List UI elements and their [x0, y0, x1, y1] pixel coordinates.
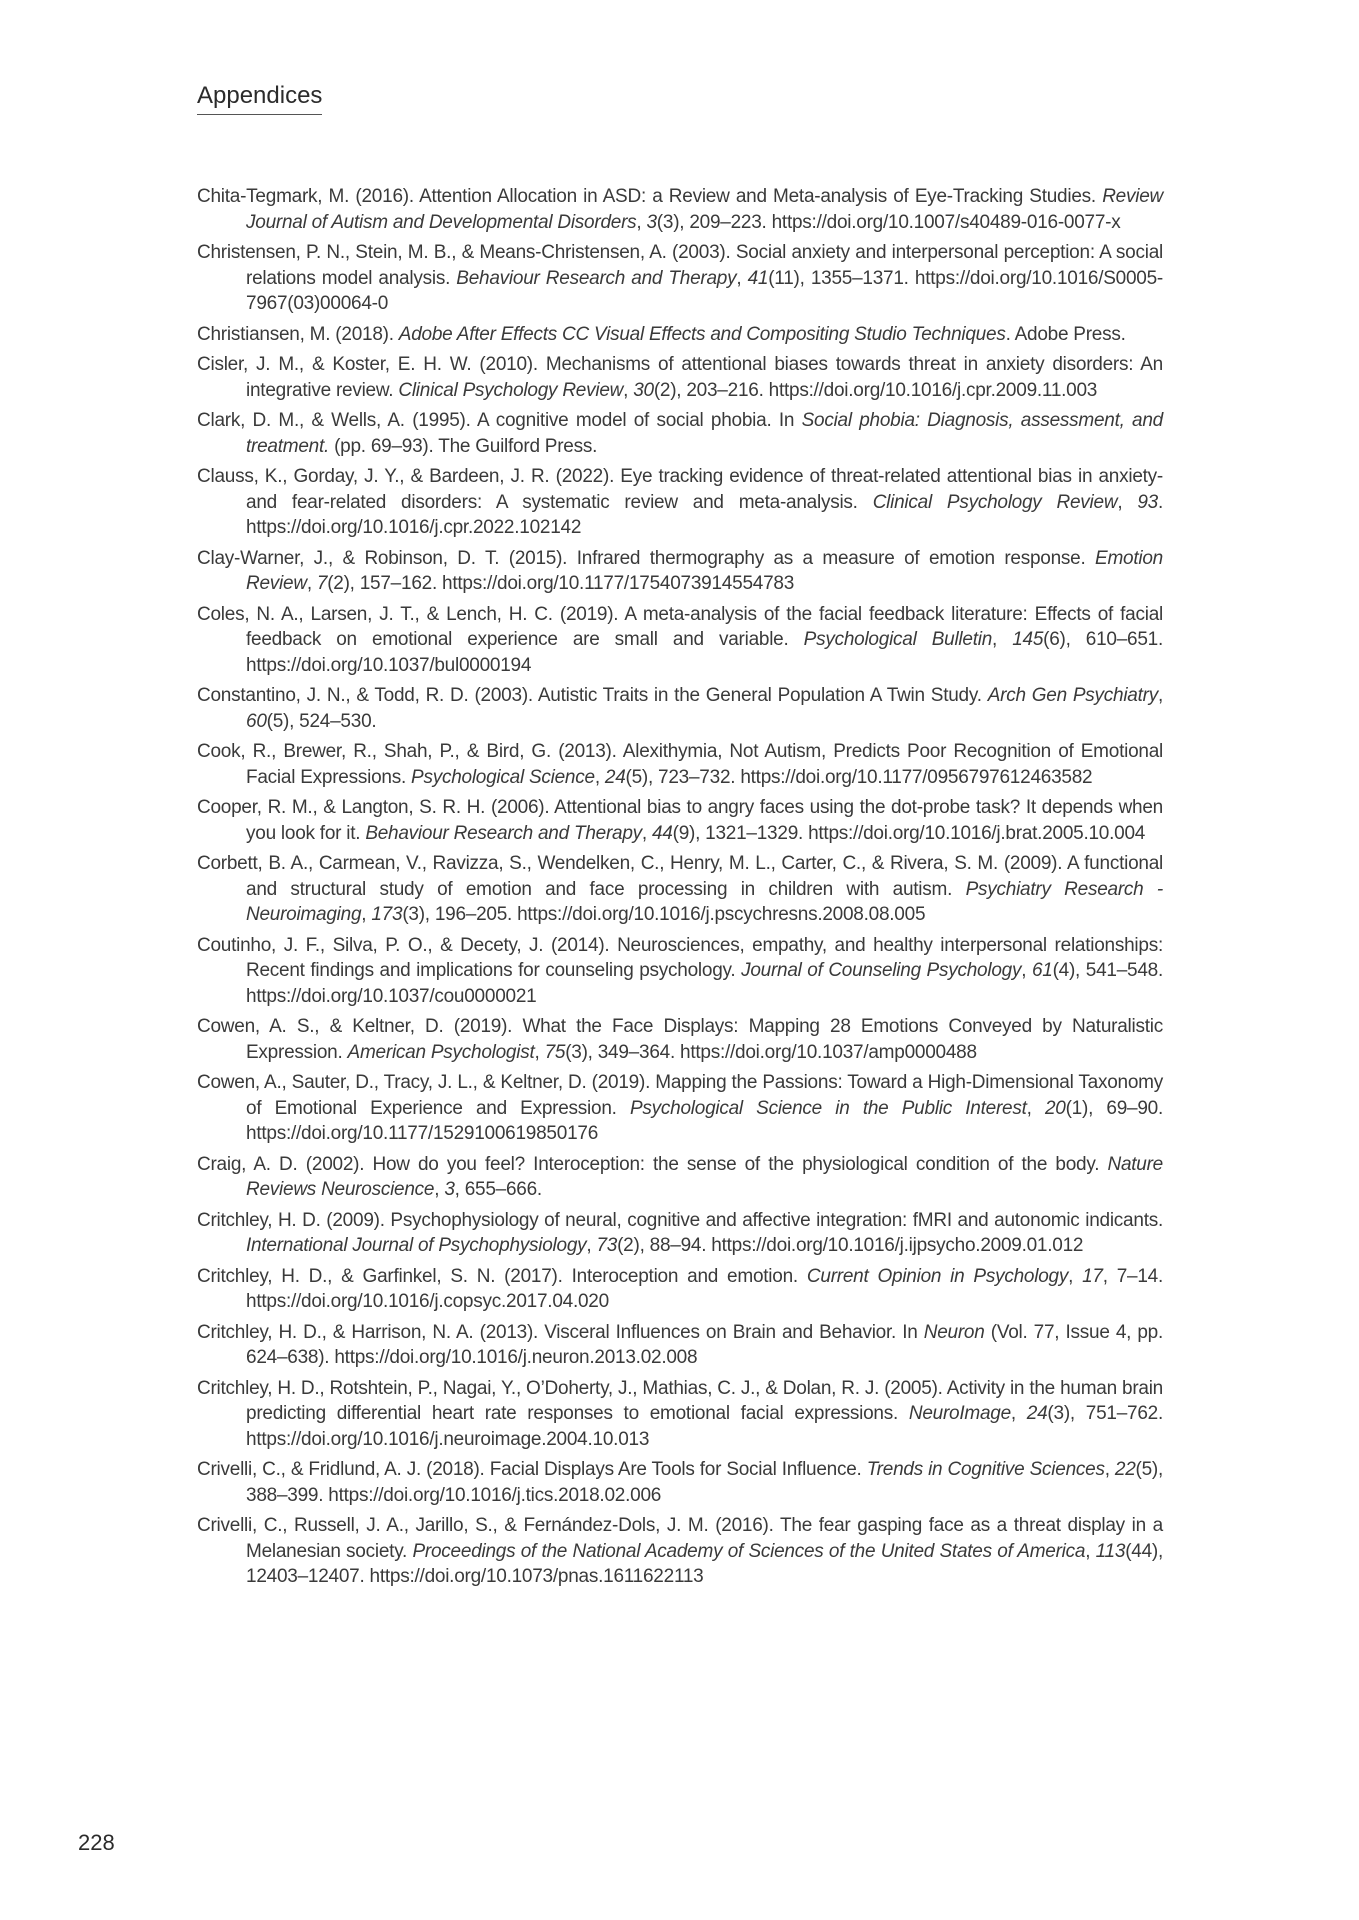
reference-text: ,	[736, 267, 748, 289]
reference-text: Critchley, H. D., & Garfinkel, S. N. (2017). Interoception and emotion.	[197, 1265, 807, 1287]
reference-italic-text: 20	[1044, 1097, 1066, 1119]
reference-entry	[197, 352, 1163, 403]
reference-italic-text: 3	[646, 211, 657, 233]
reference-text: ,	[636, 211, 647, 233]
reference-text: Constantino, J. N., & Todd, R. D. (2003). Autistic Traits in the General Population A Twin Study.	[197, 685, 988, 706]
reference-text: ,	[992, 629, 1013, 650]
reference-entry	[197, 1264, 1163, 1315]
reference-italic-text: 93	[1137, 491, 1158, 513]
page-number: 228	[78, 1830, 115, 1855]
reference-italic-text: Emotion Review	[246, 547, 1163, 594]
reference-italic-text: Psychological Bulletin	[803, 629, 993, 650]
reference-text: (pp. 69–93). The Guilford Press.	[329, 435, 598, 457]
reference-text: (2), 203–216. https://doi.org/10.1016/j.cpr.2009.11.003	[653, 379, 1098, 401]
reference-text: (3), 209–223. https://doi.org/10.1007/s40489-016-0077-x	[656, 211, 1121, 233]
reference-entry	[197, 933, 1163, 1010]
reference-italic-text: 3	[444, 1179, 455, 1200]
reference-italic-text: American Psychologist	[347, 1041, 535, 1063]
reference-italic-text: Clinical Psychology Review	[872, 491, 1118, 513]
reference-italic-text: Adobe After Effects CC Visual Effects and Compositing Studio Techniques	[398, 323, 1006, 345]
reference-text: ,	[1104, 1459, 1115, 1480]
reference-entry	[197, 546, 1163, 597]
reference-text: ,	[534, 1041, 545, 1063]
reference-text: (11), 1355–1371. https://doi.org/10.1016/S0005-7967(03)00064-0	[246, 267, 1164, 314]
reference-italic-text: 173	[371, 904, 403, 925]
reference-entry	[197, 851, 1163, 928]
reference-text: ,	[361, 904, 372, 925]
reference-text: Corbett, B. A., Carmean, V., Ravizza, S., Wendelken, C., Henry, M. L., Carter, C., & Rivera, S. M. (2009). A functional and structural study of emotion and face processing in children with autism.	[197, 853, 1163, 900]
reference-text: Critchley, H. D., Rotshtein, P., Nagai, Y., O’Doherty, J., Mathias, C. J., & Dolan, R. J. (2005). Activity in the human brain predicting differential heart rate responses to emotional facial expressions.	[197, 1377, 1163, 1424]
reference-italic-text: Nature Reviews Neuroscience	[246, 1153, 1163, 1200]
reference-italic-text: 30	[633, 379, 654, 401]
reference-entry	[197, 1152, 1163, 1203]
reference-text: , 7–14. https://doi.org/10.1016/j.copsyc.2017.04.020	[246, 1265, 1164, 1312]
reference-text: ,	[1010, 1403, 1027, 1424]
reference-text: ,	[1026, 1097, 1045, 1119]
reference-text: (6), 610–651. https://doi.org/10.1037/bul0000194	[246, 629, 1164, 676]
reference-entry	[197, 240, 1163, 317]
reference-italic-text: 24	[604, 766, 626, 788]
reference-text: Critchley, H. D. (2009). Psychophysiology of neural, cognitive and affective integration: fMRI and autonomic indicants.	[197, 1209, 1163, 1231]
reference-italic-text: 22	[1114, 1459, 1136, 1480]
reference-italic-text: Neuron	[923, 1321, 985, 1343]
reference-text: (5), 723–732. https://doi.org/10.1177/0956797612463582	[625, 766, 1093, 788]
reference-entry	[197, 184, 1163, 235]
reference-entry	[197, 1208, 1163, 1259]
reference-list	[197, 184, 1163, 1595]
reference-text: Clauss, K., Gorday, J. Y., & Bardeen, J. R. (2022). Eye tracking evidence of threat-related attentional bias in anxiety- and fear-related disorders: A systematic review and meta-analysis.	[197, 466, 1163, 513]
reference-text: (9), 1321–1329. https://doi.org/10.1016/j.brat.2005.10.004	[672, 822, 1146, 844]
reference-text: (3), 196–205. https://doi.org/10.1016/j.pscychresns.2008.08.005	[402, 904, 926, 925]
reference-italic-text: Psychological Science	[411, 766, 595, 788]
reference-italic-text: Social phobia: Diagnosis, assessment, and treatment.	[246, 410, 1163, 457]
reference-text: Cooper, R. M., & Langton, S. R. H. (2006). Attentional bias to angry faces using the dot-probe task? It depends when you look for it.	[197, 797, 1163, 844]
reference-italic-text: 61	[1031, 960, 1053, 981]
reference-italic-text: 113	[1095, 1540, 1126, 1562]
reference-text: (Vol. 77, Issue 4, pp. 624–638). https://doi.org/10.1016/j.neuron.2013.02.008	[246, 1321, 1164, 1368]
reference-italic-text: 24	[1026, 1403, 1048, 1424]
reference-text: (4), 541–548. https://doi.org/10.1037/cou0000021	[246, 960, 1163, 1007]
reference-text: (3), 349–364. https://doi.org/10.1037/amp0000488	[565, 1041, 977, 1063]
reference-text: Christiansen, M. (2018).	[197, 323, 399, 345]
reference-text: Cowen, A., Sauter, D., Tracy, J. L., & Keltner, D. (2019). Mapping the Passions: Toward a High-Dimensional Taxonomy of Emotional Experience and Expression.	[197, 1072, 1163, 1119]
reference-text: (5), 524–530.	[266, 710, 377, 732]
reference-text: . Adobe Press.	[1005, 323, 1126, 345]
reference-italic-text: 145	[1012, 629, 1044, 650]
reference-text: Critchley, H. D., & Harrison, N. A. (2013). Visceral Influences on Brain and Behavior. In	[197, 1321, 924, 1343]
reference-text: ,	[586, 1235, 597, 1256]
reference-text: ,	[434, 1179, 445, 1200]
reference-text: ,	[1085, 1540, 1096, 1562]
reference-italic-text: Trends in Cognitive Sciences	[866, 1459, 1105, 1480]
reference-italic-text: Review Journal of Autism and Developmental Disorders	[246, 186, 1163, 233]
reference-entry	[197, 739, 1163, 790]
reference-text: Coles, N. A., Larsen, J. T., & Lench, H. C. (2019). A meta-analysis of the facial feedback literature: Effects of facial feedback on emotional experience are small and variable.	[197, 603, 1163, 650]
reference-text: . https://doi.org/10.1016/j.cpr.2022.102142	[246, 491, 1163, 538]
reference-entry	[197, 1070, 1163, 1147]
reference-text: (1), 69–90. https://doi.org/10.1177/1529100619850176	[246, 1097, 1163, 1144]
reference-italic-text: Current Opinion in Psychology	[806, 1265, 1069, 1287]
reference-entry	[197, 1513, 1163, 1590]
reference-entry	[197, 602, 1163, 679]
reference-text: ,	[306, 573, 317, 594]
reference-text: Coutinho, J. F., Silva, P. O., & Decety, J. (2014). Neurosciences, empathy, and healthy interpersonal relationships: Recent findings and implications for counseling psychology.	[197, 934, 1163, 981]
reference-entry	[197, 683, 1163, 734]
reference-italic-text: 75	[544, 1041, 566, 1063]
reference-entry	[197, 464, 1163, 541]
reference-italic-text: 41	[747, 267, 769, 289]
reference-text: Clark, D. M., & Wells, A. (1995). A cognitive model of social phobia. In	[197, 410, 802, 431]
reference-text: (3), 751–762. https://doi.org/10.1016/j.neuroimage.2004.10.013	[246, 1403, 1163, 1450]
reference-italic-text: Psychological Science in the Public Interest	[629, 1097, 1027, 1119]
reference-text: , 655–666.	[454, 1179, 542, 1200]
reference-text: Chita-Tegmark, M. (2016). Attention Allocation in ASD: a Review and Meta-analysis of Eye-Tracking Studies.	[197, 186, 1103, 207]
reference-entry	[197, 1457, 1163, 1508]
reference-italic-text: 60	[246, 710, 267, 732]
reference-text: Clay-Warner, J., & Robinson, D. T. (2015). Infrared thermography as a measure of emotion response.	[197, 547, 1096, 569]
reference-entry	[197, 1376, 1163, 1453]
reference-italic-text: Behaviour Research and Therapy	[456, 267, 737, 289]
reference-italic-text: 7	[316, 573, 328, 594]
reference-text: Cook, R., Brewer, R., Shah, P., & Bird, G. (2013). Alexithymia, Not Autism, Predicts Poor Recognition of Emotional Facial Expressions.	[197, 741, 1163, 788]
reference-entry	[197, 795, 1163, 846]
reference-text: ,	[594, 766, 605, 788]
reference-text: ,	[623, 379, 634, 401]
reference-text: (2), 88–94. https://doi.org/10.1016/j.ijpsycho.2009.01.012	[617, 1235, 1084, 1256]
reference-text: (5), 388–399. https://doi.org/10.1016/j.tics.2018.02.006	[246, 1459, 1164, 1506]
reference-text: Crivelli, C., Russell, J. A., Jarillo, S., & Fernández-Dols, J. M. (2016). The fear gasping face as a threat display in a Melanesian society.	[197, 1515, 1163, 1562]
reference-italic-text: 73	[596, 1235, 618, 1256]
reference-italic-text: International Journal of Psychophysiology	[246, 1235, 587, 1256]
reference-text: ,	[1157, 685, 1164, 706]
running-head-title: Appendices	[197, 82, 322, 115]
reference-italic-text: Clinical Psychology Review	[398, 379, 624, 401]
reference-text: Craig, A. D. (2002). How do you feel? Interoception: the sense of the physiological condition of the body.	[197, 1153, 1108, 1175]
reference-entry	[197, 408, 1163, 459]
reference-text: Cowen, A. S., & Keltner, D. (2019). What the Face Displays: Mapping 28 Emotions Conveyed by Naturalistic Expression.	[197, 1016, 1163, 1063]
reference-entry	[197, 322, 1163, 348]
reference-text: (44), 12403–12407. https://doi.org/10.1073/pnas.1611622113	[246, 1540, 1164, 1587]
reference-text: (2), 157–162. https://doi.org/10.1177/1754073914554783	[327, 573, 795, 594]
reference-text: Christensen, P. N., Stein, M. B., & Means-Christensen, A. (2003). Social anxiety and interpersonal perception: A social relations model analysis.	[197, 242, 1163, 289]
reference-italic-text: 44	[651, 822, 673, 844]
reference-italic-text: Arch Gen Psychiatry	[987, 685, 1158, 706]
reference-italic-text: NeuroImage	[908, 1403, 1011, 1424]
reference-italic-text: Journal of Counseling Psychology	[741, 960, 1022, 981]
reference-italic-text: Psychiatry Research - Neuroimaging	[246, 878, 1163, 925]
reference-entry	[197, 1320, 1163, 1371]
reference-italic-text: Behaviour Research and Therapy	[365, 822, 642, 844]
reference-italic-text: Proceedings of the National Academy of Sciences of the United States of America	[412, 1540, 1086, 1562]
reference-italic-text: 17	[1082, 1265, 1103, 1287]
reference-entry	[197, 1014, 1163, 1065]
reference-text: Crivelli, C., & Fridlund, A. J. (2018). Facial Displays Are Tools for Social Influence.	[197, 1459, 867, 1480]
reference-text: ,	[1068, 1265, 1083, 1287]
reference-text: ,	[641, 822, 652, 844]
reference-text: ,	[1021, 960, 1032, 981]
reference-text: Cisler, J. M., & Koster, E. H. W. (2010). Mechanisms of attentional biases towards threat in anxiety disorders: An integrative review.	[197, 354, 1163, 401]
reference-text: ,	[1117, 491, 1138, 513]
